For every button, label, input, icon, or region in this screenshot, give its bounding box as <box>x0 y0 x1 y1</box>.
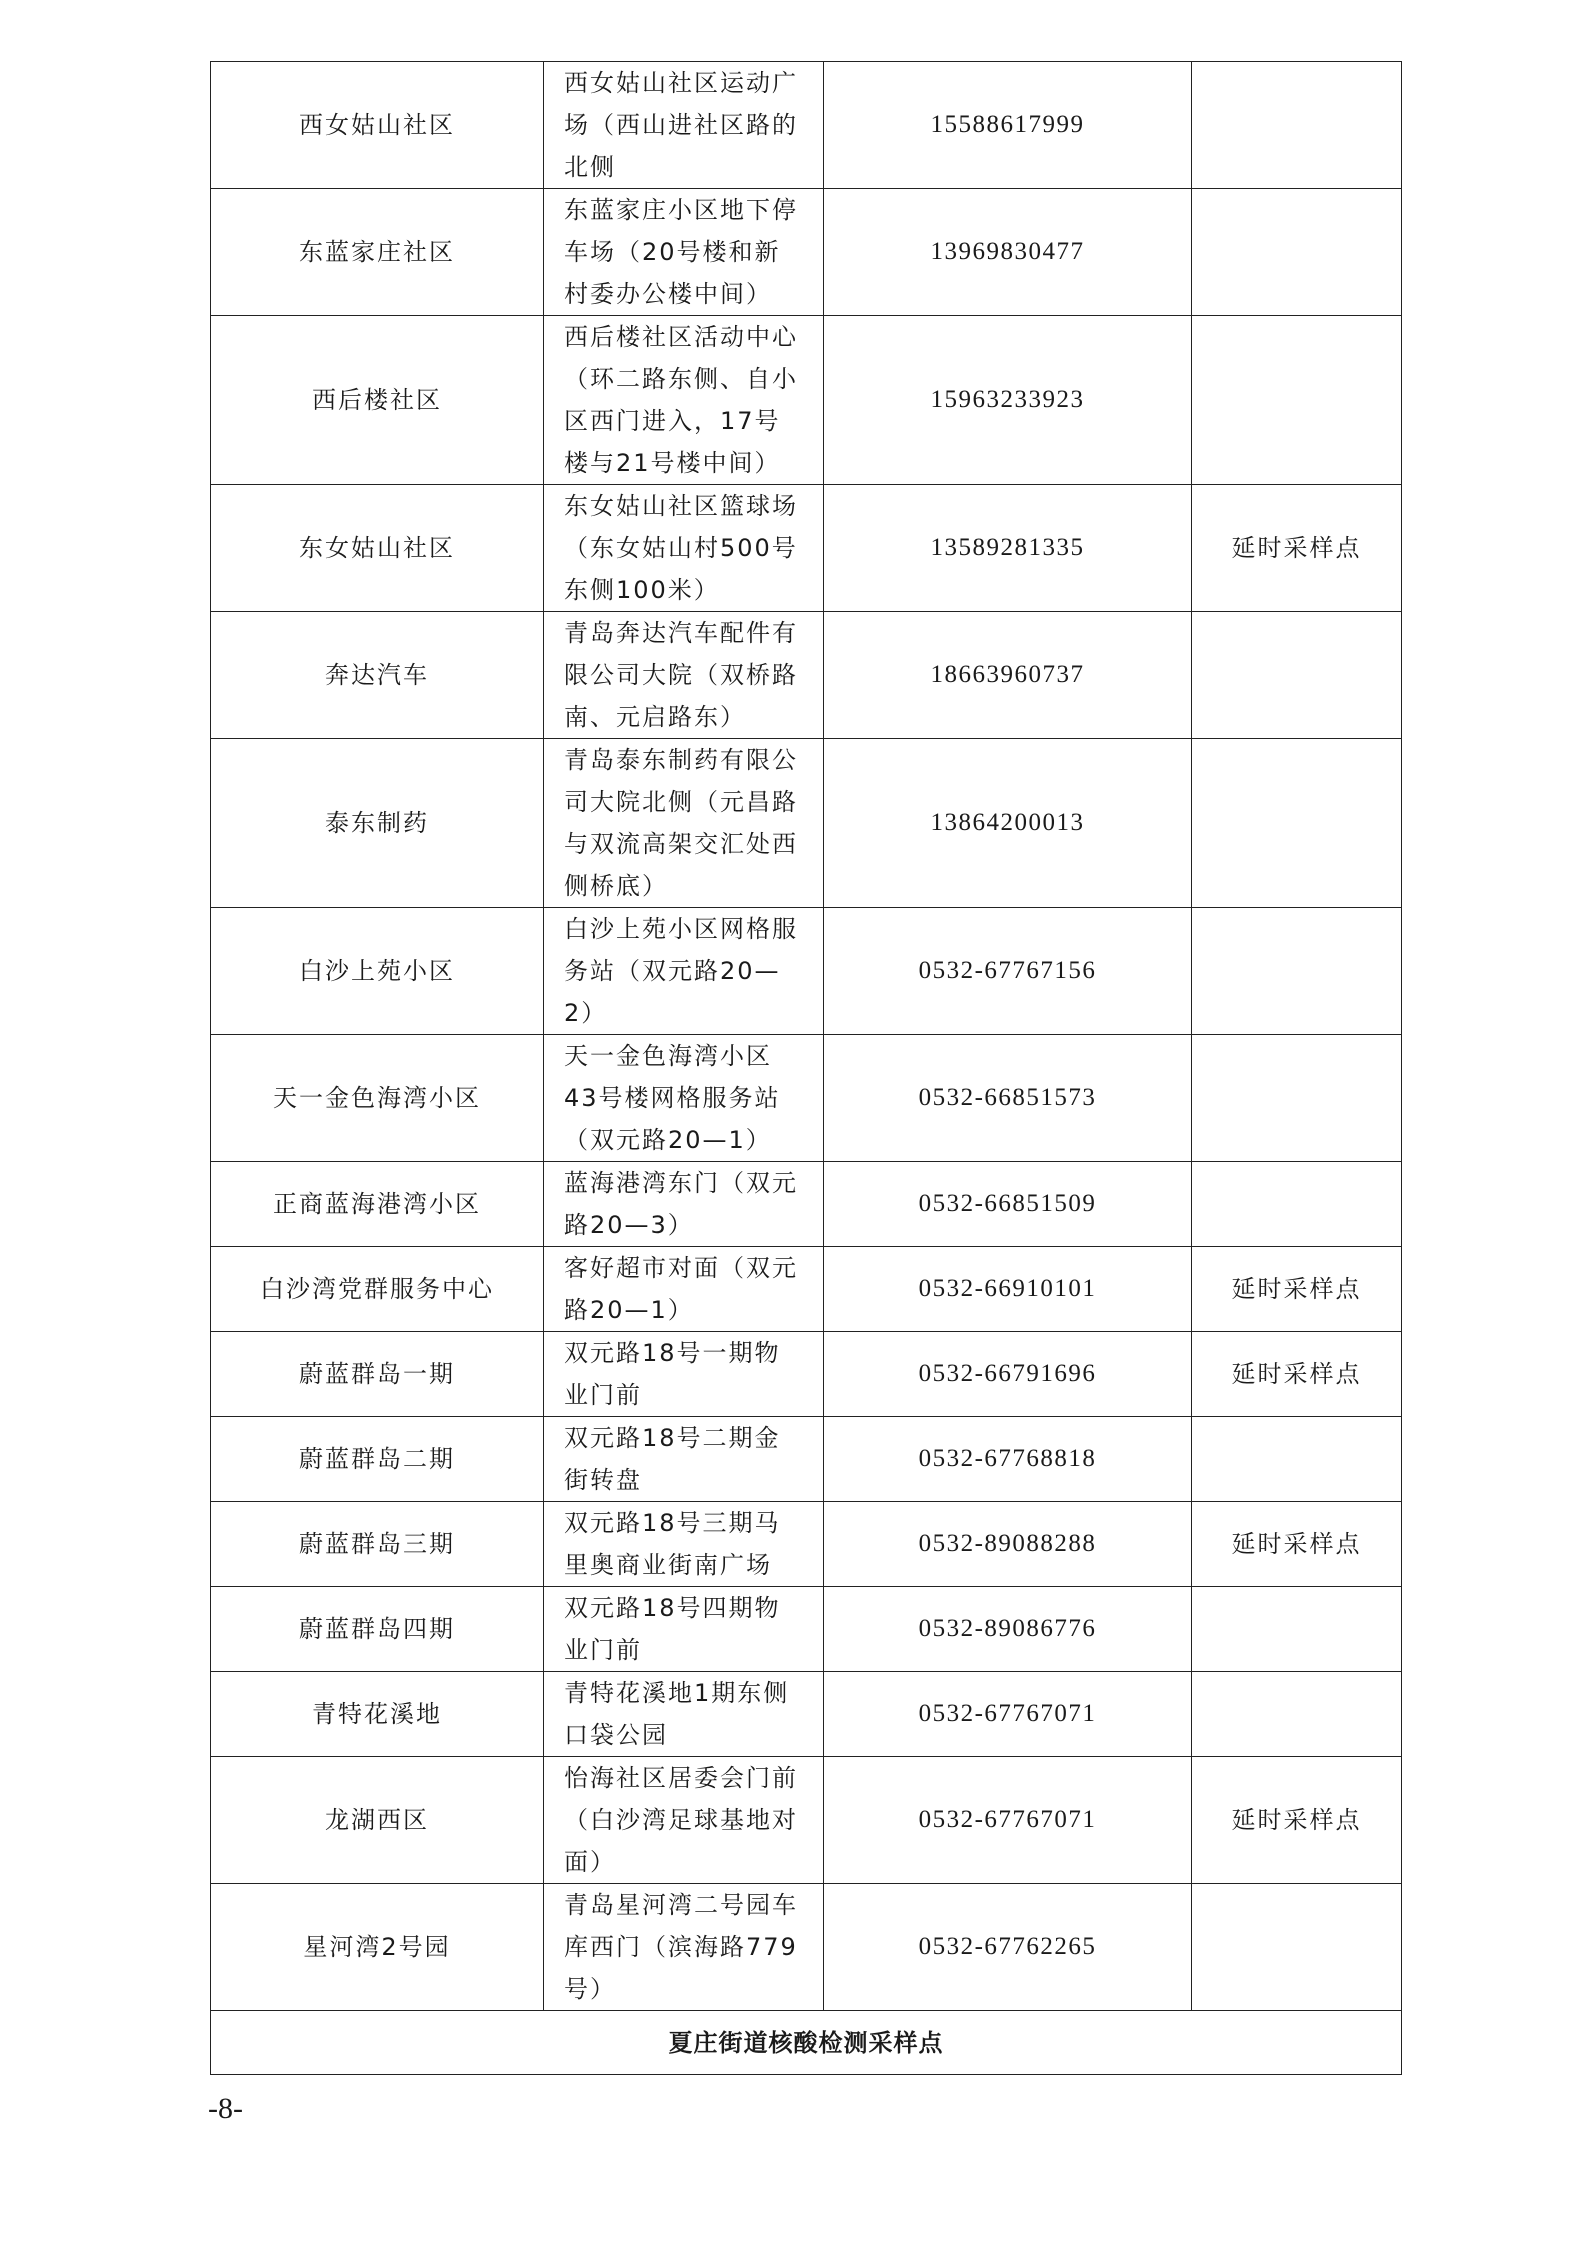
site-address-cell: 东女姑山社区篮球场（东女姑山村500号东侧100米） <box>544 485 824 612</box>
site-note-cell <box>1192 189 1402 316</box>
site-phone-cell: 18663960737 <box>824 612 1192 739</box>
site-note-cell: 延时采样点 <box>1192 1247 1402 1332</box>
site-phone-cell: 13864200013 <box>824 739 1192 908</box>
site-phone-cell: 0532-66851509 <box>824 1162 1192 1247</box>
site-address-cell: 西女姑山社区运动广场（西山进社区路的北侧 <box>544 62 824 189</box>
site-address-cell: 双元路18号三期马里奥商业街南广场 <box>544 1502 824 1587</box>
site-address-cell: 青特花溪地1期东侧口袋公园 <box>544 1672 824 1757</box>
site-phone-cell: 0532-67762265 <box>824 1884 1192 2011</box>
site-name-cell: 西后楼社区 <box>211 316 544 485</box>
site-name-cell: 泰东制药 <box>211 739 544 908</box>
site-note-cell: 延时采样点 <box>1192 485 1402 612</box>
table-row <box>211 316 1402 485</box>
site-phone-cell: 15963233923 <box>824 316 1192 485</box>
table-row <box>211 1757 1402 1884</box>
site-note-cell: 延时采样点 <box>1192 1757 1402 1884</box>
site-address-cell: 双元路18号一期物业门前 <box>544 1332 824 1417</box>
site-note-cell <box>1192 612 1402 739</box>
section-header-row <box>211 2011 1402 2075</box>
site-note-cell: 延时采样点 <box>1192 1502 1402 1587</box>
table-row <box>211 908 1402 1035</box>
site-phone-cell: 15588617999 <box>824 62 1192 189</box>
table-row <box>211 1247 1402 1332</box>
table-row <box>211 1332 1402 1417</box>
site-name-cell: 东女姑山社区 <box>211 485 544 612</box>
site-note-cell <box>1192 908 1402 1035</box>
site-address-cell: 天一金色海湾小区43号楼网格服务站（双元路20—1） <box>544 1035 824 1162</box>
table-row <box>211 1502 1402 1587</box>
site-phone-cell: 0532-67767071 <box>824 1757 1192 1884</box>
site-name-cell: 青特花溪地 <box>211 1672 544 1757</box>
site-name-cell: 蔚蓝群岛二期 <box>211 1417 544 1502</box>
table-row <box>211 612 1402 739</box>
site-address-cell: 双元路18号四期物业门前 <box>544 1587 824 1672</box>
site-address-cell: 白沙上苑小区网格服务站（双元路20—2） <box>544 908 824 1035</box>
site-name-cell: 东蓝家庄社区 <box>211 189 544 316</box>
site-phone-cell: 0532-66791696 <box>824 1332 1192 1417</box>
site-address-cell: 青岛泰东制药有限公司大院北侧（元昌路与双流高架交汇处西侧桥底） <box>544 739 824 908</box>
site-name-cell: 星河湾2号园 <box>211 1884 544 2011</box>
site-note-cell <box>1192 316 1402 485</box>
site-address-cell: 西后楼社区活动中心（环二路东侧、自小区西门进入，17号楼与21号楼中间） <box>544 316 824 485</box>
site-phone-cell: 0532-67767156 <box>824 908 1192 1035</box>
site-phone-cell: 0532-89088288 <box>824 1502 1192 1587</box>
site-address-cell: 客好超市对面（双元路20—1） <box>544 1247 824 1332</box>
table-row <box>211 189 1402 316</box>
site-note-cell <box>1192 1672 1402 1757</box>
site-note-cell <box>1192 1884 1402 2011</box>
site-name-cell: 奔达汽车 <box>211 612 544 739</box>
site-address-cell: 怡海社区居委会门前（白沙湾足球基地对面） <box>544 1757 824 1884</box>
site-note-cell <box>1192 1417 1402 1502</box>
table-row <box>211 739 1402 908</box>
section-title: 夏庄街道核酸检测采样点 <box>211 2011 1402 2075</box>
site-name-cell: 蔚蓝群岛四期 <box>211 1587 544 1672</box>
site-phone-cell: 13969830477 <box>824 189 1192 316</box>
table-row <box>211 62 1402 189</box>
site-name-cell: 正商蓝海港湾小区 <box>211 1162 544 1247</box>
site-note-cell <box>1192 1587 1402 1672</box>
site-note-cell <box>1192 62 1402 189</box>
site-name-cell: 蔚蓝群岛一期 <box>211 1332 544 1417</box>
site-address-cell: 双元路18号二期金街转盘 <box>544 1417 824 1502</box>
site-note-cell <box>1192 1162 1402 1247</box>
site-note-cell <box>1192 739 1402 908</box>
table-row <box>211 1162 1402 1247</box>
sampling-sites-table <box>210 61 1402 2075</box>
table-row <box>211 485 1402 612</box>
sampling-sites-table-body <box>211 62 1402 2075</box>
site-phone-cell: 13589281335 <box>824 485 1192 612</box>
site-name-cell: 天一金色海湾小区 <box>211 1035 544 1162</box>
page-number: -8- <box>208 2092 243 2125</box>
site-note-cell: 延时采样点 <box>1192 1332 1402 1417</box>
site-name-cell: 西女姑山社区 <box>211 62 544 189</box>
site-name-cell: 白沙上苑小区 <box>211 908 544 1035</box>
table-row <box>211 1587 1402 1672</box>
site-name-cell: 蔚蓝群岛三期 <box>211 1502 544 1587</box>
site-phone-cell: 0532-67767071 <box>824 1672 1192 1757</box>
site-address-cell: 东蓝家庄小区地下停车场（20号楼和新村委办公楼中间） <box>544 189 824 316</box>
site-phone-cell: 0532-67768818 <box>824 1417 1192 1502</box>
site-address-cell: 蓝海港湾东门（双元路20—3） <box>544 1162 824 1247</box>
site-name-cell: 白沙湾党群服务中心 <box>211 1247 544 1332</box>
site-phone-cell: 0532-66851573 <box>824 1035 1192 1162</box>
table-row <box>211 1417 1402 1502</box>
site-address-cell: 青岛奔达汽车配件有限公司大院（双桥路南、元启路东） <box>544 612 824 739</box>
table-row <box>211 1035 1402 1162</box>
site-address-cell: 青岛星河湾二号园车库西门（滨海路779号） <box>544 1884 824 2011</box>
table-row <box>211 1672 1402 1757</box>
site-phone-cell: 0532-66910101 <box>824 1247 1192 1332</box>
site-phone-cell: 0532-89086776 <box>824 1587 1192 1672</box>
table-row <box>211 1884 1402 2011</box>
site-note-cell <box>1192 1035 1402 1162</box>
site-name-cell: 龙湖西区 <box>211 1757 544 1884</box>
